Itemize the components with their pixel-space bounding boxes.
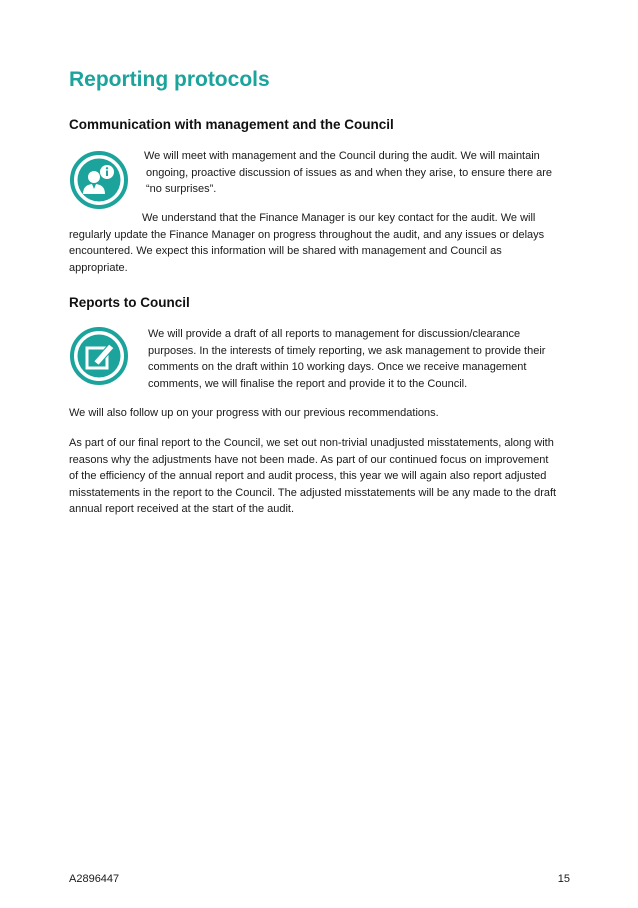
text-line: misstatements in the report to the Council. The adjusted misstatements will be any made to the draft bbox=[69, 486, 557, 499]
text-line: annual report received at the start of the audit. bbox=[69, 503, 295, 516]
edit-document-icon bbox=[69, 326, 129, 386]
text-line: of the efficiency of the annual report and audit process, this year we will again also report adjusted bbox=[69, 470, 547, 483]
text-line: regularly update the Finance Manager on progress throughout the audit, and any issues or delays bbox=[69, 228, 545, 241]
text-line: “no surprises”. bbox=[146, 183, 217, 196]
section-heading-communication: Communication with management and the Council bbox=[69, 117, 394, 132]
text-line: We understand that the Finance Manager is our key contact for the audit. We will bbox=[142, 212, 536, 224]
text-line: encountered. We expect this information will be shared with management and Council as bbox=[69, 245, 502, 258]
text-line: ongoing, proactive discussion of issues as and when they arise, to ensure there are bbox=[146, 166, 553, 179]
document-id: A2896447 bbox=[69, 873, 120, 885]
person-info-icon bbox=[69, 150, 129, 210]
section2-paragraph-1 bbox=[148, 326, 545, 392]
page-title: Reporting protocols bbox=[69, 68, 270, 91]
text-line: purposes. In the interests of timely reporting, we ask management to provide their bbox=[148, 344, 546, 357]
section1-paragraph-1 bbox=[144, 148, 552, 198]
section-heading-reports: Reports to Council bbox=[69, 295, 190, 310]
text-line: comments, we will finalise the report and provide it to the Council. bbox=[148, 377, 468, 390]
text-line: As part of our final report to the Council, we set out non-trivial unadjusted misstatements, along with bbox=[69, 437, 554, 449]
section2-paragraph-3 bbox=[69, 435, 589, 518]
text-line: reasons why the adjustments have not been made. As part of our continued focus on improvement bbox=[69, 453, 549, 466]
section1-paragraph-2 bbox=[69, 210, 569, 276]
section2-paragraph-2: We will also follow up on your progress with our previous recommendations. bbox=[69, 407, 439, 419]
page-number: 15 bbox=[557, 873, 570, 885]
text-line: We will provide a draft of all reports to management for discussion/clearance bbox=[148, 328, 521, 340]
text-line: appropriate. bbox=[69, 261, 128, 274]
text-line: comments on the draft within 10 working days. Once we receive management bbox=[148, 361, 527, 374]
text-line: We will meet with management and the Council during the audit. We will maintain bbox=[144, 150, 540, 162]
